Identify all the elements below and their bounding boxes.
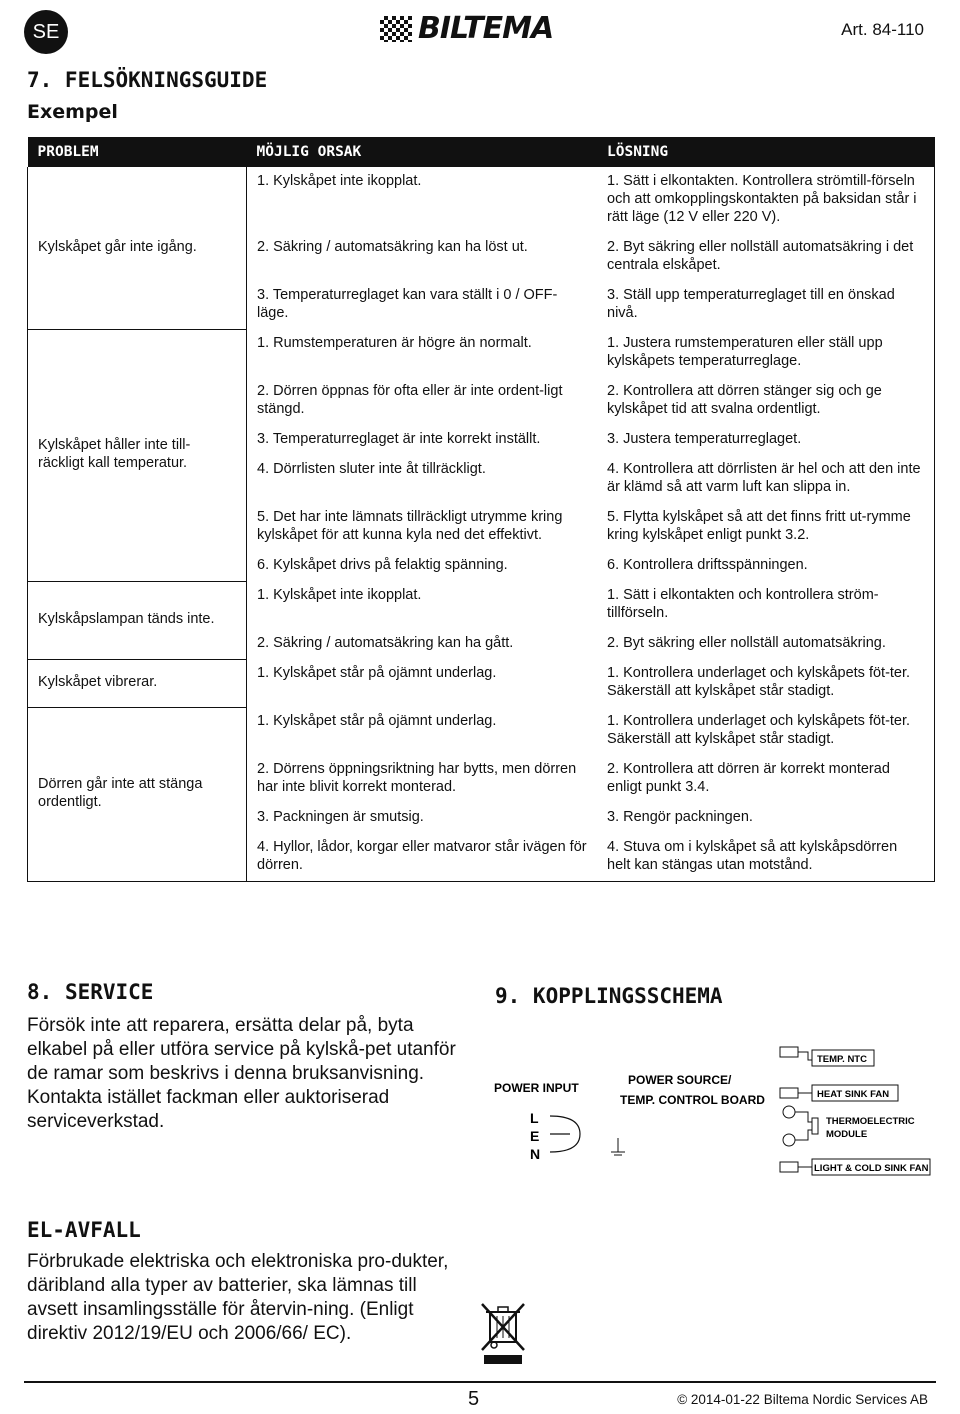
el-avfall-text: Förbrukade elektriska och elektroniska pro-dukter, däribland alla typer av batterier, ska lämnas till avsett insamlingsställe för återvin-ning. (Enligt direktiv 2012/19/EU och 2006/66/ EC). — [27, 1251, 449, 1344]
solution-cell: 2. Byt säkring eller nollställ automatsäkring. — [597, 629, 935, 659]
service-title: SERVICE — [64, 980, 154, 1004]
solution-cell: 1. Kontrollera underlaget och kylskåpets föt-ter. Säkerställ att kylskåpet står stadigt. — [597, 707, 935, 755]
table-row — [28, 167, 935, 233]
cause-cell: 1. Kylskåpet inte ikopplat. — [257, 173, 422, 189]
heat-fan-connector-icon — [780, 1088, 798, 1098]
cause-cell: 1. Rumstemperaturen är högre än normalt. — [257, 335, 532, 351]
solution-cell: 3. Ställ upp temperaturreglaget till en önskad nivå. — [597, 281, 935, 329]
solution-cell: 3. Justera temperaturreglaget. — [597, 425, 935, 455]
ntc-connector-icon — [780, 1047, 798, 1057]
service-number: 8. — [27, 980, 53, 1004]
section-title-service — [27, 980, 153, 1004]
component-module: MODULE — [826, 1129, 868, 1140]
power-input-label: POWER INPUT — [494, 1081, 579, 1095]
cause-cell: 1. Kylskåpet står på ojämnt underlag. — [257, 665, 497, 681]
wiring-diagram — [490, 1030, 940, 1190]
footer-divider — [24, 1381, 936, 1383]
solution-cell: 4. Stuva om i kylskåpet så att kylskåpsdörren helt kan stängas utan motstånd. — [597, 833, 935, 882]
section-subtitle: Exempel — [27, 101, 118, 123]
service-text: Försök inte att reparera, ersätta delar på, byta elkabel på eller utföra service på kylskå-pet utanför de ramar som beskrivs i denna bruksanvisning. Kontakta istället fackman eller auktoriserad serviceverkstad. — [27, 1015, 456, 1132]
letter-l: L — [530, 1110, 539, 1126]
table-body — [28, 167, 935, 882]
problem-cell: Kylskåpslampan tänds inte. — [28, 581, 247, 659]
component-light-cold-fan: LIGHT & COLD SINK FAN — [814, 1163, 929, 1174]
column-header-cause: MÖJLIG ORSAK — [247, 137, 598, 167]
problem-cell: Kylskåpet håller inte till-räckligt kall temperatur. — [28, 329, 247, 581]
board-label-line1: POWER SOURCE/ — [628, 1073, 732, 1087]
article-number: Art. 84-110 — [841, 20, 924, 39]
biltema-logo — [380, 11, 554, 46]
problem-cell: Kylskåpet vibrerar. — [28, 659, 247, 707]
weee-bin-icon — [478, 1300, 528, 1366]
column-header-solution: LÖSNING — [597, 137, 935, 167]
module-wires — [795, 1112, 812, 1140]
problem-cell: Kylskåpet går inte igång. — [28, 167, 247, 329]
solution-cell: 3. Rengör packningen. — [597, 803, 935, 833]
letter-n: N — [530, 1146, 541, 1162]
solution-cell: 5. Flytta kylskåpet så att det finns fritt ut-rymme kring kylskåpet enligt punkt 3.2. — [597, 503, 935, 551]
cause-cell: 3. Temperaturreglaget är inte korrekt inställt. — [257, 431, 541, 447]
table-header-row — [28, 137, 935, 167]
solution-cell: 6. Kontrollera driftsspänningen. — [597, 551, 935, 581]
cause-cell: 2. Dörrens öppningsriktning har bytts, men dörren har inte blivit korrekt monterad. — [257, 761, 577, 795]
troubleshooting-table — [27, 137, 935, 882]
cause-cell: 6. Kylskåpet drivs på felaktig spänning. — [257, 557, 508, 573]
problem-cell: Dörren går inte att stänga ordentligt. — [28, 707, 247, 882]
cause-cell: 1. Kylskåpet inte ikopplat. — [257, 587, 422, 603]
cause-cell: 5. Det har inte lämnats tillräckligt utrymme kring kylskåpet för att kunna kyla ned det effektivt. — [257, 509, 563, 543]
section-title-el-avfall: EL-AVFALL — [27, 1218, 141, 1242]
solution-cell: 2. Kontrollera att dörren är korrekt monterad enligt punkt 3.4. — [597, 755, 935, 803]
cause-cell: 3. Temperaturreglaget kan vara ställt i 0 / OFF-läge. — [257, 287, 558, 321]
cause-cell: 3. Packningen är smutsig. — [257, 809, 424, 825]
copyright-notice: © 2014-01-22 Biltema Nordic Services AB — [677, 1392, 928, 1407]
module-plus-icon — [783, 1106, 795, 1118]
language-code: SE — [32, 20, 60, 43]
table-row — [28, 707, 935, 755]
table-row — [28, 329, 935, 377]
component-temp-ntc: TEMP. NTC — [817, 1054, 867, 1065]
table-row — [28, 581, 935, 629]
cause-cell: 2. Dörren öppnas för ofta eller är inte ordent-ligt stängd. — [257, 383, 563, 417]
solution-cell: 1. Sätt i elkontakten och kontrollera ström-tillförseln. — [597, 581, 935, 629]
language-badge — [24, 10, 68, 54]
column-header-problem: PROBLEM — [28, 137, 247, 167]
cause-cell: 1. Kylskåpet står på ojämnt underlag. — [257, 713, 497, 729]
module-resistor-icon — [812, 1118, 818, 1134]
solution-cell: 1. Kontrollera underlaget och kylskåpets föt-ter. Säkerställ att kylskåpet står stadigt. — [597, 659, 935, 707]
brand-name: BILTEMA — [418, 11, 554, 46]
solution-cell: 4. Kontrollera att dörrlisten är hel och att den inte är klämd så att varm luft kan slippa in. — [597, 455, 935, 503]
table-row — [28, 659, 935, 707]
board-label-line2: TEMP. CONTROL BOARD — [620, 1093, 765, 1107]
cause-cell: 2. Säkring / automatsäkring kan ha gått. — [257, 635, 514, 651]
light-fan-connector-icon — [780, 1162, 798, 1172]
page-number: 5 — [468, 1388, 480, 1410]
section-title-troubleshooting: 7. FELSÖKNINGSGUIDE — [27, 68, 268, 92]
solution-cell: 2. Byt säkring eller nollställ automatsäkring i det centrala elskåpet. — [597, 233, 935, 281]
solution-cell: 2. Kontrollera att dörren stänger sig och ge kylskåpet tid att svalna ordentligt. — [597, 377, 935, 425]
letter-e: E — [530, 1128, 540, 1144]
cause-cell: 4. Dörrlisten sluter inte åt tillräckligt. — [257, 461, 486, 477]
cause-cell: 2. Säkring / automatsäkring kan ha löst ut. — [257, 239, 528, 255]
component-heat-sink-fan: HEAT SINK FAN — [817, 1089, 890, 1100]
solution-cell: 1. Sätt i elkontakten. Kontrollera strömtill-förseln och att omkopplingskontakten på baksidan står i rätt läge (12 V eller 220 V). — [597, 167, 935, 233]
component-thermoelectric: THERMOELECTRIC — [826, 1116, 915, 1127]
cause-cell: 4. Hyllor, lådor, korgar eller matvaror står ivägen för dörren. — [247, 833, 598, 882]
ntc-wire — [798, 1052, 812, 1060]
solution-cell: 1. Justera rumstemperaturen eller ställ upp kylskåpets temperaturreglage. — [597, 329, 935, 377]
module-minus-icon — [783, 1134, 795, 1146]
checkered-flag-icon — [380, 16, 412, 42]
section-title-wiring: 9. KOPPLINGSSCHEMA — [495, 984, 723, 1008]
